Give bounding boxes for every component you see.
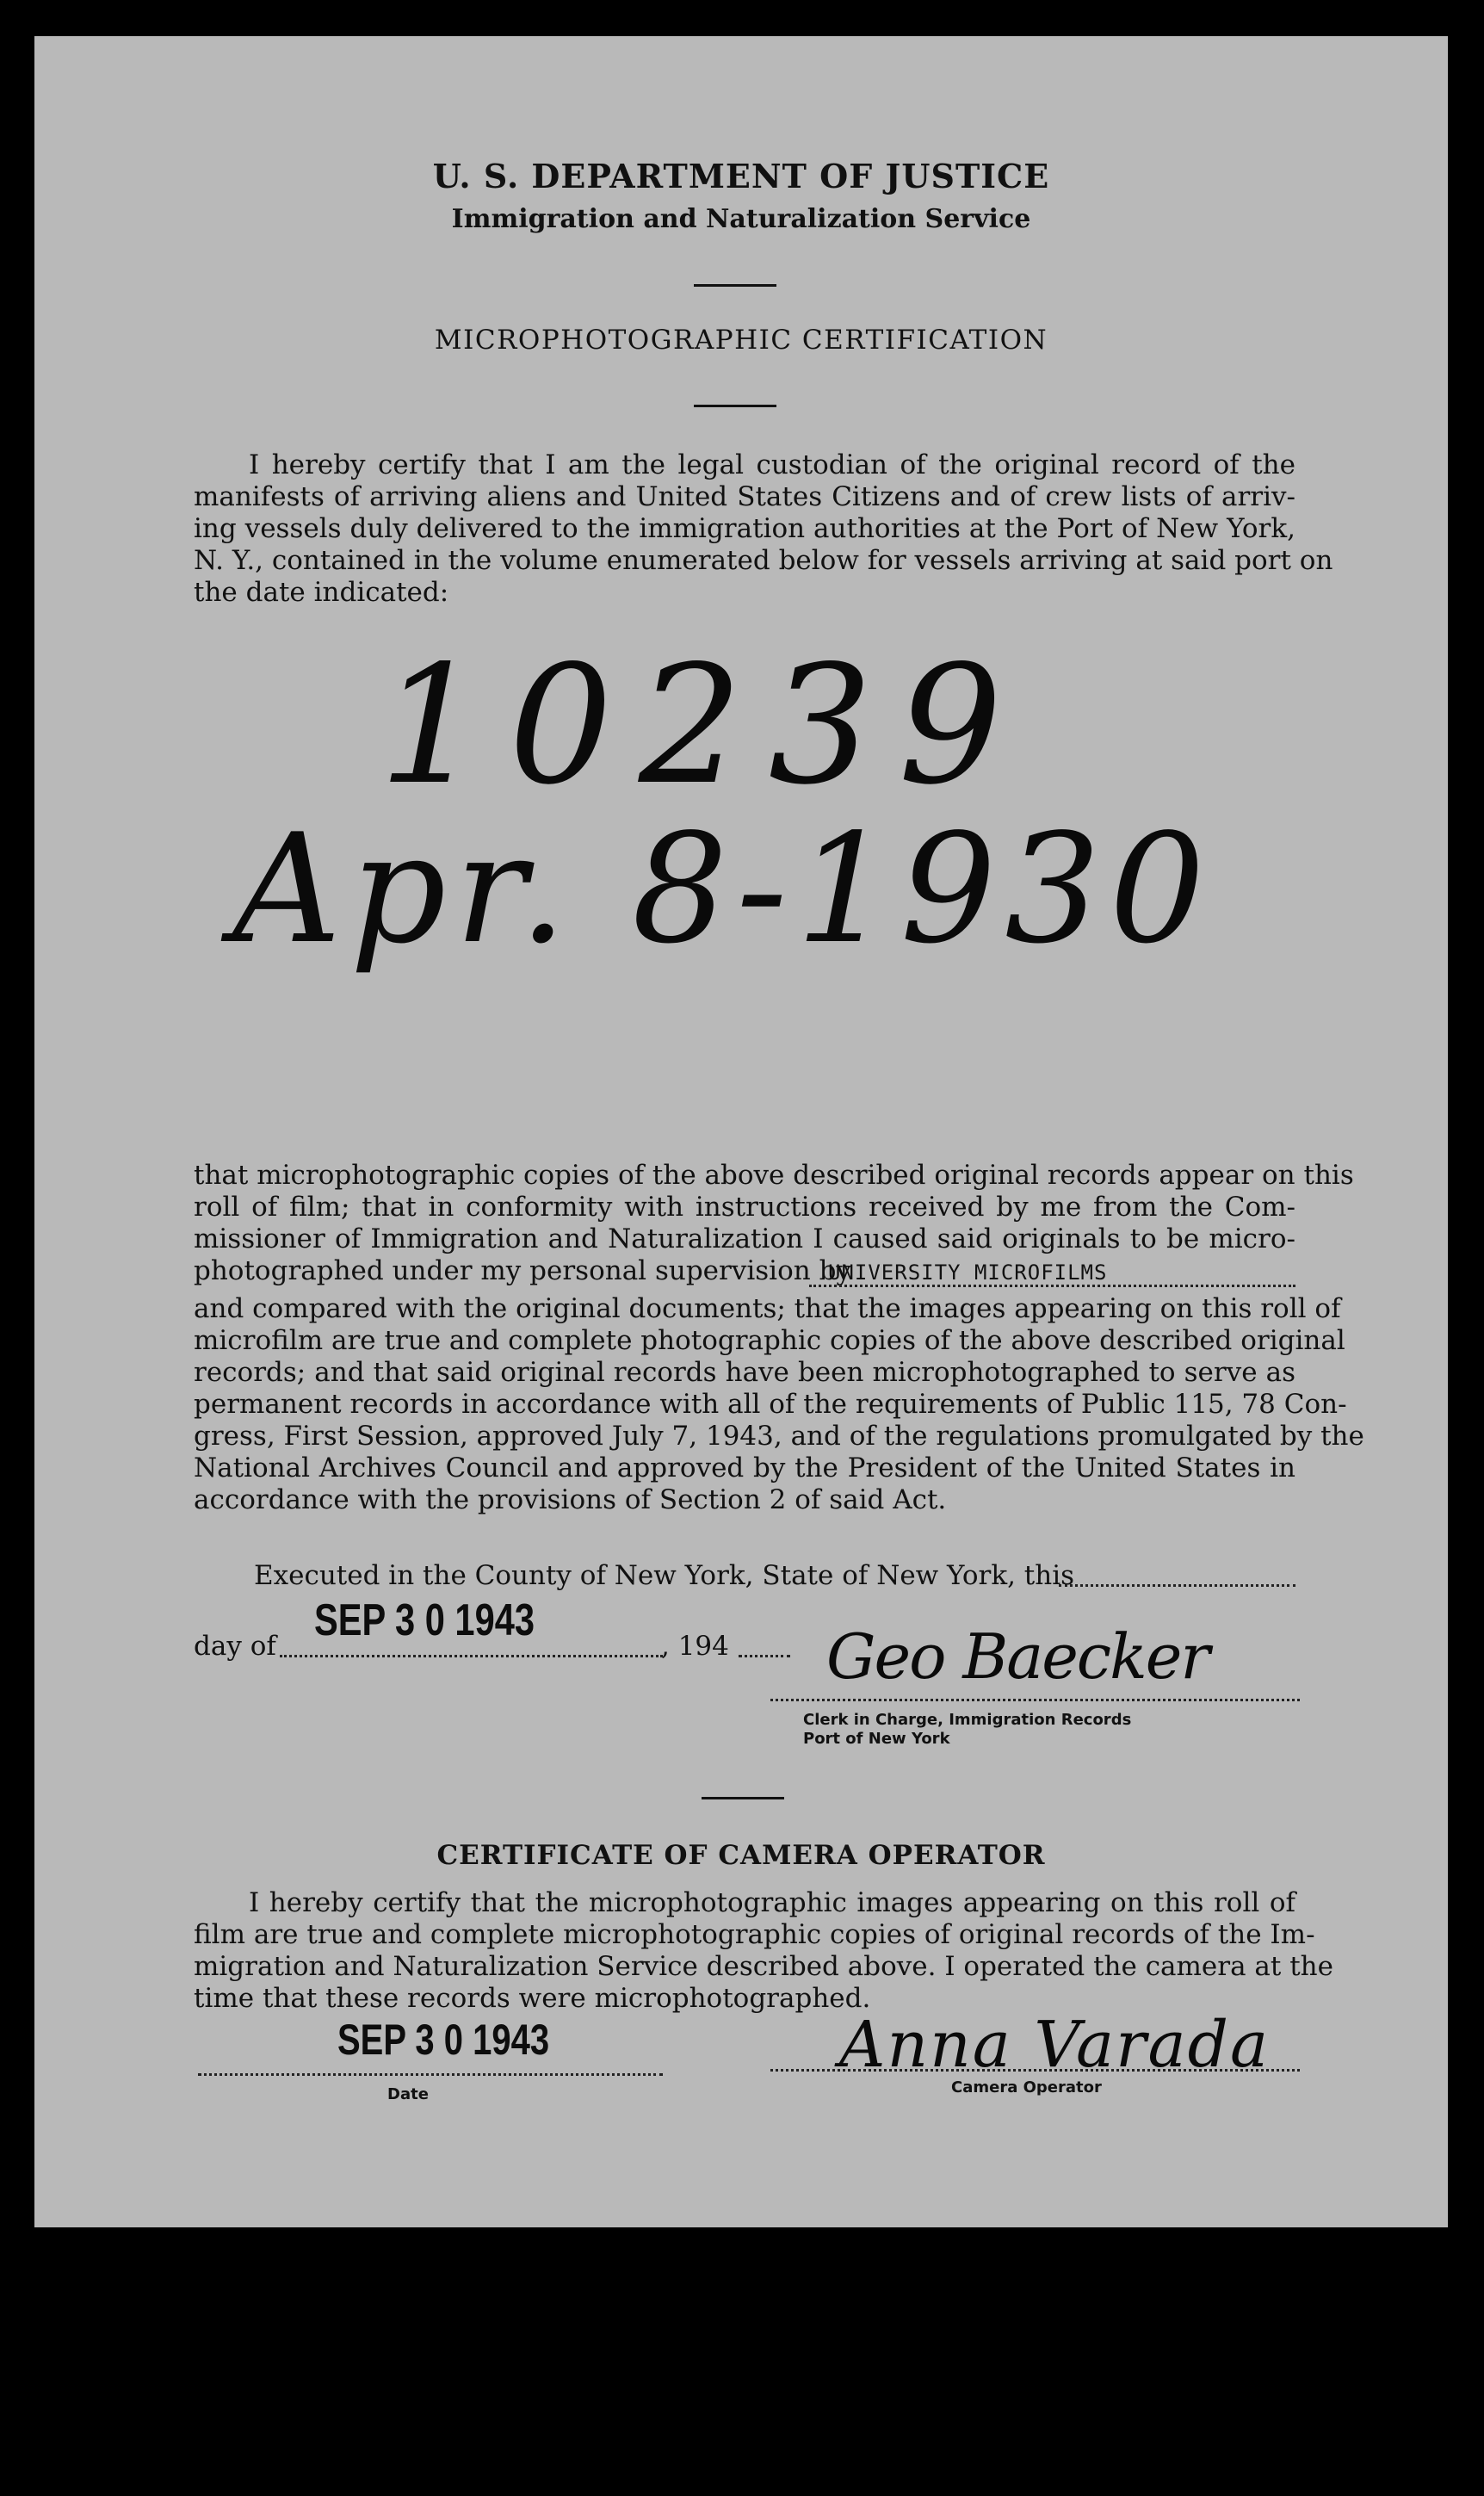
executed-line: Executed in the County of New York, State of New York, this <box>254 1560 1075 1591</box>
body-line: accordance with the provisions of Section 2 of said Act. <box>194 1484 947 1515</box>
year-fill <box>739 1648 790 1657</box>
body-line: photographed under my personal supervision by <box>194 1255 851 1286</box>
executed-day-fill <box>1059 1577 1295 1587</box>
day-of-fill <box>280 1648 663 1657</box>
intro-line: ing vessels duly delivered to the immigration authorities at the Port of New York, <box>194 513 1295 544</box>
department-heading: U. S. DEPARTMENT OF JUSTICE <box>432 157 1050 195</box>
body-line: records; and that said original records have been microphotographed to serve as <box>194 1357 1295 1388</box>
camera-date-stamp: SEP 3 0 1943 <box>337 2016 550 2064</box>
intro-line: manifests of arriving aliens and United States Citizens and of crew lists of arriv- <box>194 481 1295 512</box>
divider-rule <box>702 1797 784 1799</box>
body-line: roll of film; that in conformity with instructions received by me from the Com- <box>194 1192 1295 1223</box>
clerk-signature: Geo Baecker <box>826 1620 1209 1693</box>
body-line: microfilm are true and complete photographic copies of the above described original <box>194 1325 1345 1356</box>
handwritten-date: Apr. 8-1930 <box>232 802 1214 977</box>
date-signature-line <box>198 2068 663 2076</box>
body-line: permanent records in accordance with all of the requirements of Public 115, 78 Con- <box>194 1389 1347 1420</box>
handwritten-volume-number: 10239 <box>379 630 1029 821</box>
camera-line: I hereby certify that the microphotographic images appearing on this roll of <box>249 1887 1295 1918</box>
day-of-label: day of <box>194 1631 276 1662</box>
body-line: and compared with the original documents; that the images appearing on this roll of <box>194 1293 1341 1324</box>
body-line: National Archives Council and approved by the President of the United States in <box>194 1452 1295 1483</box>
date-label: Date <box>387 2085 429 2103</box>
clerk-port: Port of New York <box>803 1730 950 1748</box>
camera-operator-signature: Anna Varada <box>839 2008 1271 2082</box>
certificate-sheet <box>34 36 1448 2227</box>
service-subheading: Immigration and Naturalization Service <box>451 204 1031 234</box>
operator-signature-line <box>770 2064 1300 2072</box>
intro-line: the date indicated: <box>194 577 449 608</box>
clerk-title: Clerk in Charge, Immigration Records <box>803 1711 1132 1729</box>
camera-line: time that these records were microphotographed. <box>194 1983 871 2014</box>
microfilm-company: UNIVERSITY MICROFILMS <box>828 1260 1108 1285</box>
body-paragraph-2 <box>194 1293 1364 1516</box>
divider-rule <box>694 405 776 407</box>
camera-line: film are true and complete microphotographic copies of original records of the Im- <box>194 1919 1315 1950</box>
intro-line: I hereby certify that I am the legal custodian of the original record of the <box>249 449 1295 480</box>
divider-rule <box>694 284 776 287</box>
clerk-signature-line <box>770 1694 1300 1701</box>
body-paragraph-1 <box>194 1160 1354 1287</box>
body-line: missioner of Immigration and Naturalization I caused said originals to be micro- <box>194 1223 1295 1254</box>
certification-title: MICROPHOTOGRAPHIC CERTIFICATION <box>434 325 1048 356</box>
body-line: gress, First Session, approved July 7, 1943, and of the regulations promulgated by the <box>194 1421 1364 1452</box>
camera-certificate-title: CERTIFICATE OF CAMERA OPERATOR <box>436 1840 1046 1871</box>
intro-paragraph <box>194 449 1333 609</box>
intro-line: N. Y., contained in the volume enumerated below for vessels arriving at said port on <box>194 545 1333 576</box>
year-prefix: , 194 <box>661 1631 729 1662</box>
date-stamp: SEP 3 0 1943 <box>314 1595 535 1645</box>
camera-line: migration and Naturalization Service described above. I operated the camera at the <box>194 1951 1333 1982</box>
camera-paragraph <box>194 1887 1333 2015</box>
body-line: that microphotographic copies of the above described original records appear on this <box>194 1160 1354 1191</box>
operator-label: Camera Operator <box>951 2078 1102 2097</box>
